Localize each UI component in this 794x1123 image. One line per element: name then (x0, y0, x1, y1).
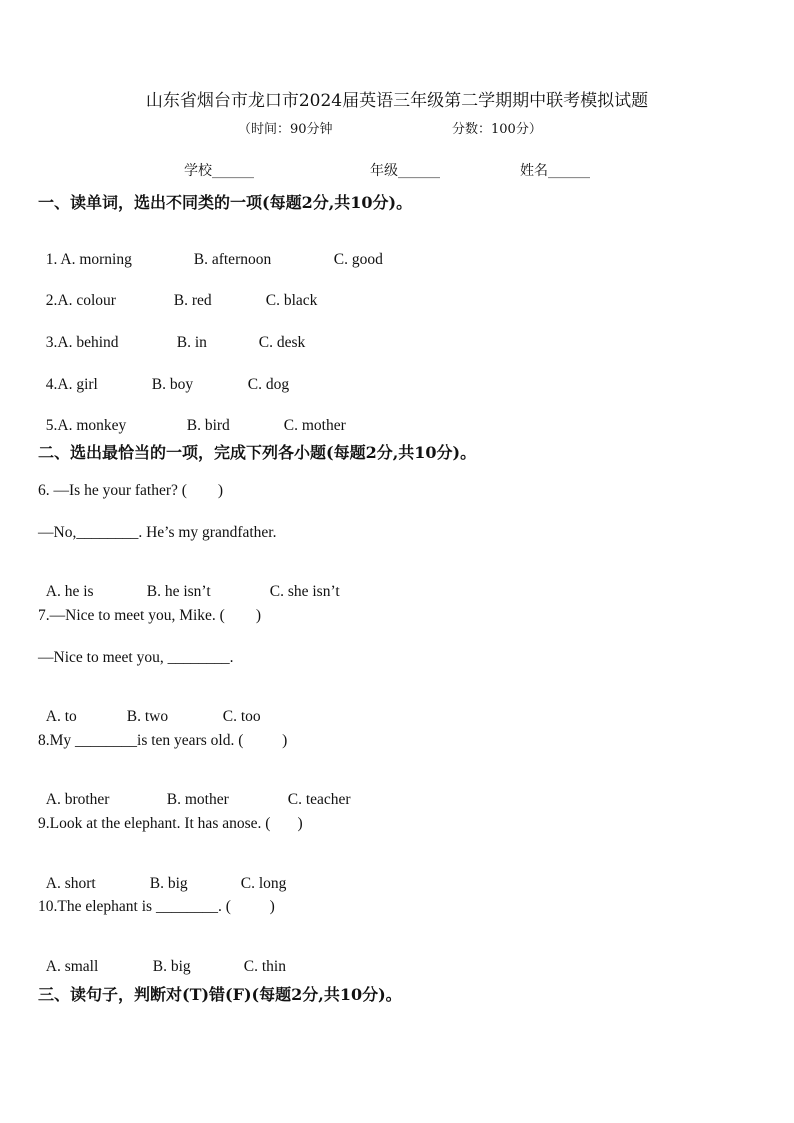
question-6-stem: 6. —Is he your father? ( ) (38, 482, 224, 499)
section-1-heading: 一、读单词，选出不同类的一项(每题2分,共10分)。 (38, 193, 413, 212)
q2-option-a: 2.A. colour (45, 292, 116, 309)
q1-option-a: 1. A. morning (45, 251, 132, 268)
question-10-stem: 10.The elephant is ________. ( ) (38, 898, 275, 915)
question-9-stem: 9.Look at the elephant. It has anose. ( ) (38, 815, 303, 832)
q5-option-b: B. bird (186, 417, 230, 434)
question-4 (38, 358, 289, 394)
question-7-response: —Nice to meet you, ________. (38, 649, 234, 666)
q7-option-c: C. too (222, 708, 261, 725)
q10-option-b: B. big (152, 958, 191, 975)
name-field: 姓名______ (520, 163, 590, 179)
question-1 (38, 233, 383, 269)
q9-option-c: C. long (240, 875, 287, 892)
q6-option-c: C. she isn’t (269, 583, 340, 600)
grade-field: 年级______ (370, 163, 440, 179)
q7-option-a: A. to (45, 708, 77, 725)
question-2 (38, 274, 317, 310)
question-8-options (38, 773, 351, 809)
exam-score: 分数：100分） (452, 122, 542, 137)
exam-title: 山东省烟台市龙口市2024届英语三年级第二学期期中联考模拟试题 (145, 91, 649, 111)
question-5 (38, 399, 346, 435)
q8-option-a: A. brother (45, 791, 110, 808)
q1-option-b: B. afternoon (193, 251, 272, 268)
exam-time: （时间：90分钟 (238, 122, 333, 137)
q5-option-c: C. mother (283, 417, 346, 434)
q3-option-c: C. desk (258, 334, 306, 351)
question-7-options (38, 690, 261, 726)
q10-option-a: A. small (45, 958, 99, 975)
q8-option-b: B. mother (166, 791, 229, 808)
q4-option-b: B. boy (151, 376, 194, 393)
q9-option-a: A. short (45, 875, 96, 892)
q7-option-b: B. two (126, 708, 169, 725)
question-6-options (38, 565, 340, 601)
q3-option-a: 3.A. behind (45, 334, 119, 351)
question-8-stem: 8.My ________is ten years old. ( ) (38, 732, 288, 749)
question-10-options (38, 940, 286, 976)
q8-option-c: C. teacher (287, 791, 351, 808)
school-field: 学校______ (184, 163, 254, 179)
question-6-response: —No,________. He’s my grandfather. (38, 524, 277, 541)
q4-option-a: 4.A. girl (45, 376, 98, 393)
question-3 (38, 316, 305, 352)
q1-option-c: C. good (333, 251, 383, 268)
q2-option-c: C. black (265, 292, 318, 309)
q4-option-c: C. dog (247, 376, 290, 393)
q2-option-b: B. red (173, 292, 212, 309)
q6-option-a: A. he is (45, 583, 94, 600)
question-7-stem: 7.—Nice to meet you, Mike. ( ) (38, 607, 261, 624)
section-2-heading: 二、选出最恰当的一项，完成下列各小题(每题2分,共10分)。 (38, 443, 477, 462)
q3-option-b: B. in (176, 334, 207, 351)
q10-option-c: C. thin (243, 958, 286, 975)
section-3-heading: 三、读句子，判断对(T)错(F)(每题2分,共10分)。 (38, 985, 402, 1004)
q9-option-b: B. big (149, 875, 188, 892)
question-9-options (38, 857, 286, 893)
q6-option-b: B. he isn’t (146, 583, 211, 600)
q5-option-a: 5.A. monkey (45, 417, 127, 434)
